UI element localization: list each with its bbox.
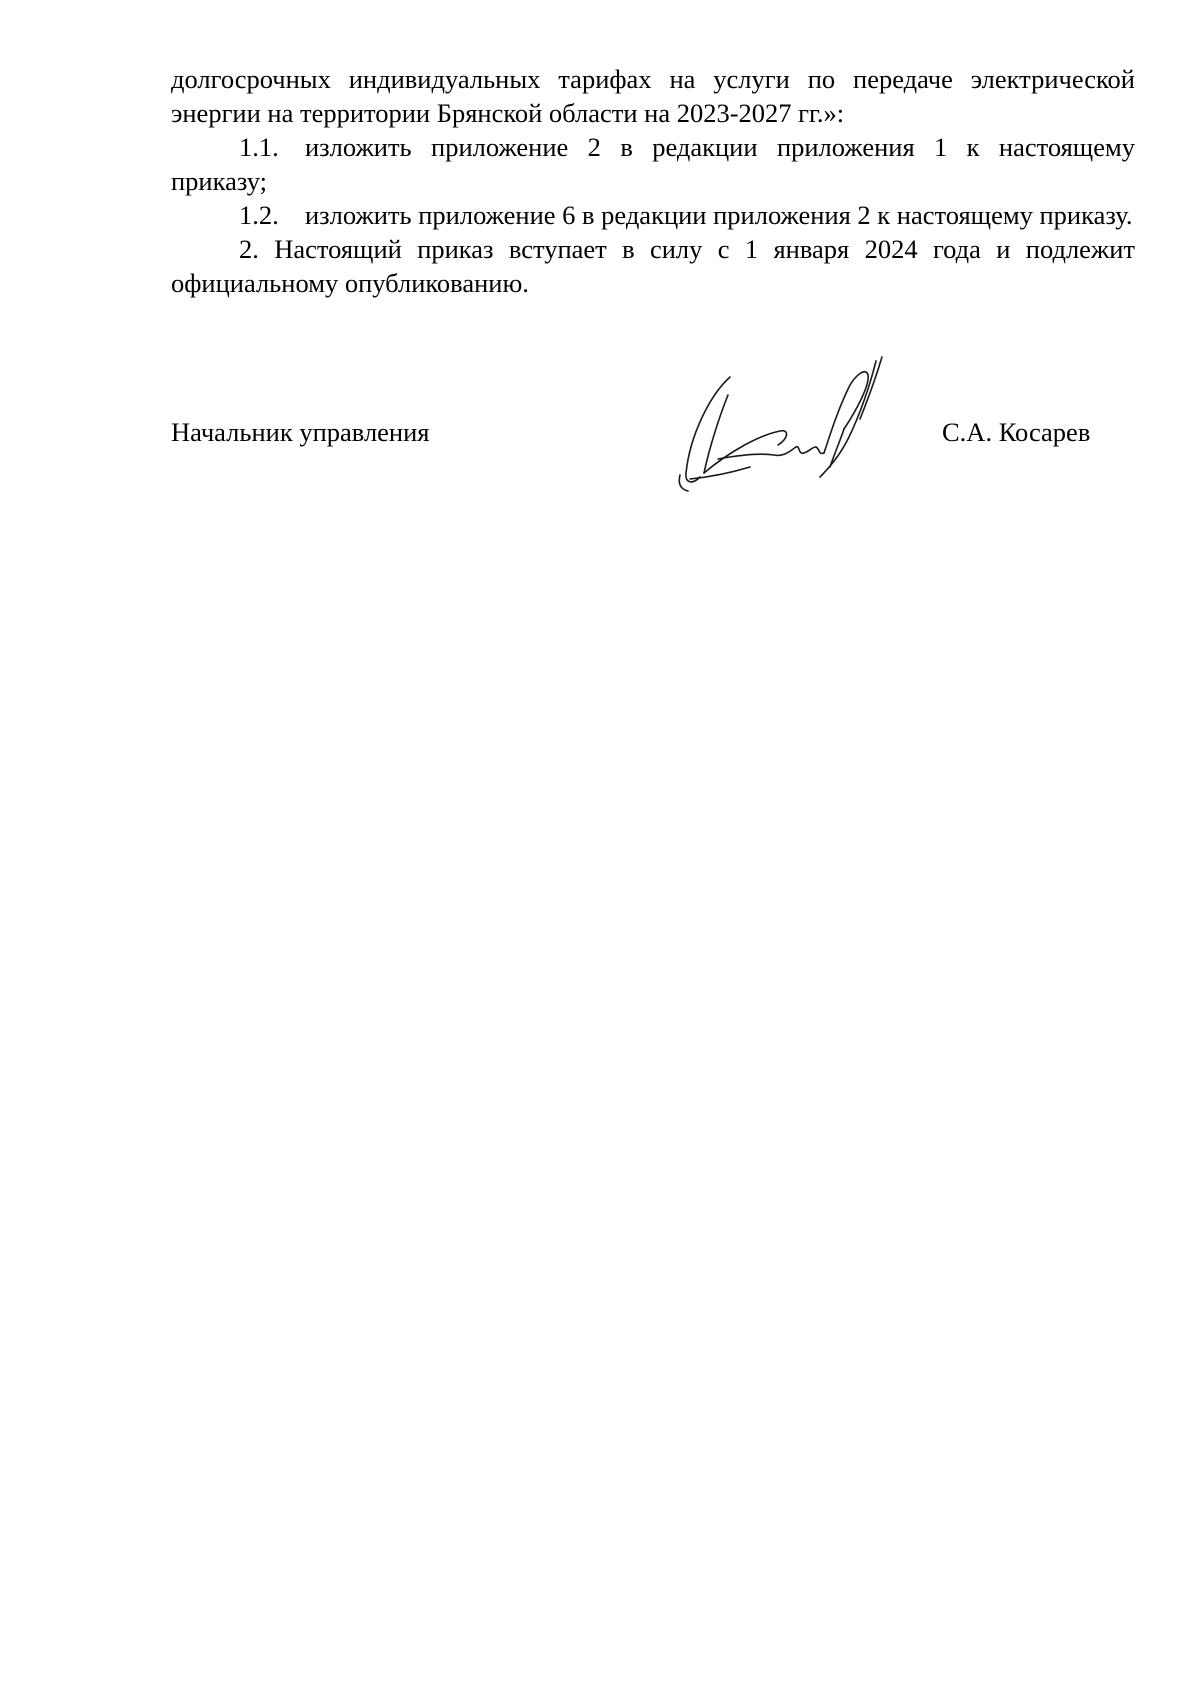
list-item-number: 1.1. <box>239 132 279 162</box>
list-item-1-2 <box>171 198 1135 232</box>
list-item-1-1 <box>171 130 1135 198</box>
document-body <box>171 62 1135 300</box>
list-item-text: изложить приложение 6 в редакции приложения 2 к настоящему приказу. <box>305 200 1133 230</box>
list-item-number: 1.2. <box>239 200 279 230</box>
intro-line-1: долгосрочных индивидуальных тарифах на услуги по передаче электрической <box>171 64 1135 94</box>
intro-paragraph <box>171 62 1135 96</box>
handwritten-signature-icon <box>670 355 910 495</box>
signatory-position: Начальник управления <box>171 417 430 447</box>
list-item-text: изложить приложение 2 в редакции приложения 1 к настоящему приказу; <box>171 132 1135 196</box>
intro-paragraph-end <box>171 96 1135 130</box>
intro-line-2: энергии на территории Брянской области на 2023-2027 гг.»: <box>171 98 845 128</box>
point-2-text: 2. Настоящий приказ вступает в силу с 1 января 2024 года и подлежит официальному опубликованию. <box>171 234 1135 298</box>
signatory-name: С.А. Косарев <box>942 417 1091 447</box>
point-2-paragraph <box>171 232 1135 300</box>
